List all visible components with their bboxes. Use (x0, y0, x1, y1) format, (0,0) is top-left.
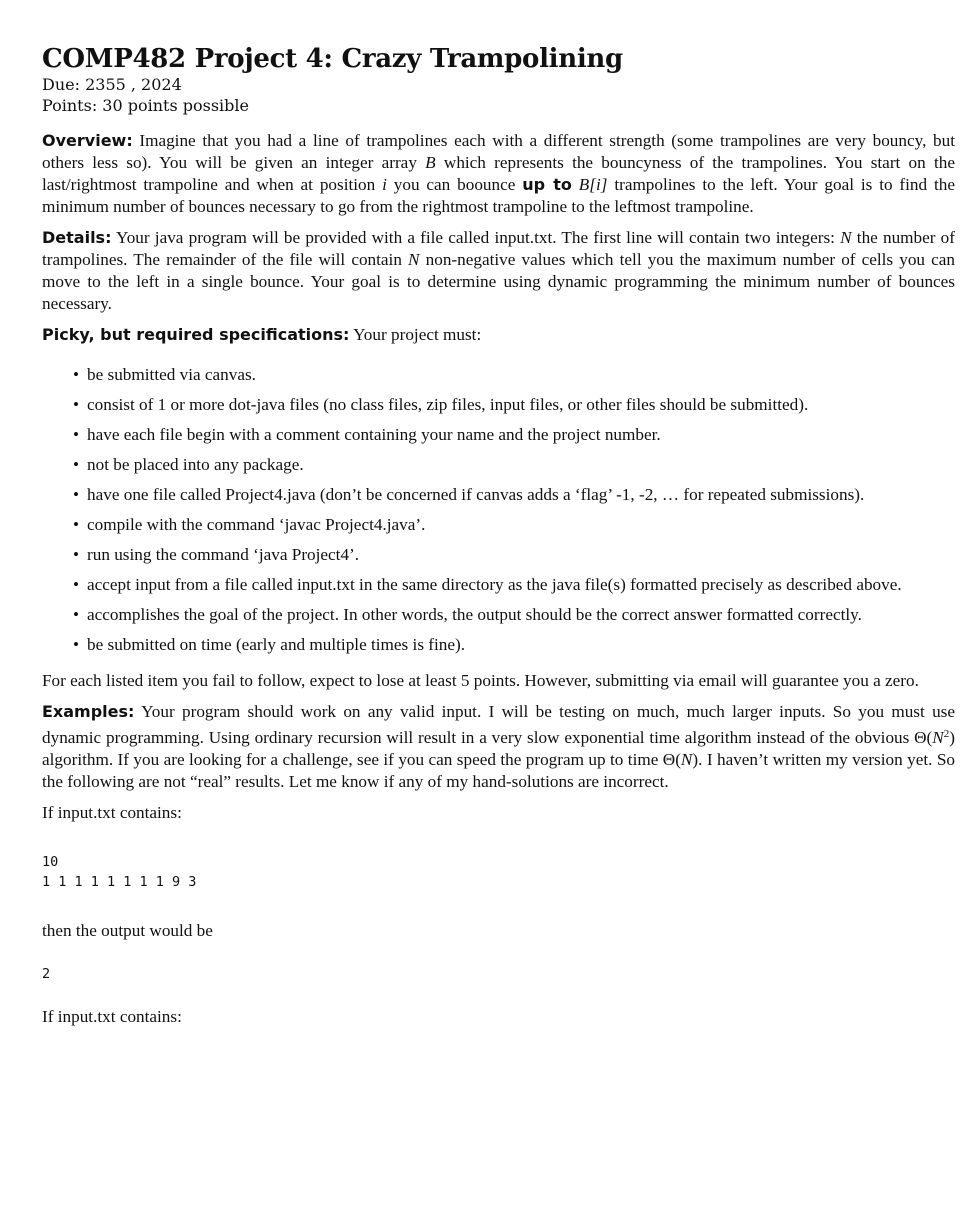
list-item: • compile with the command ‘javac Project4.java’. (72, 515, 426, 534)
due-date: Due: 2355 , 2024 (42, 75, 182, 94)
specs-list (42, 364, 955, 656)
list-item: • run using the command ‘java Project4’. (72, 545, 360, 564)
examples-label: Examples: (42, 702, 135, 721)
example-2-intro: If input.txt contains: (42, 1007, 182, 1026)
details-label: Details: (42, 228, 112, 247)
up-to-emphasis: up to (522, 175, 572, 194)
list-item: • accept input from a file called input.txt in the same directory as the java file(s) formatted precisely as described above. (72, 575, 902, 594)
list-item: • not be placed into any package. (72, 455, 304, 474)
list-item: • accomplishes the goal of the project. In other words, the output should be the correct answer formatted correctly. (72, 605, 862, 624)
example-1-input-line-1: 10 (42, 854, 59, 870)
example-1-intro: If input.txt contains: (42, 803, 182, 822)
list-item: • be submitted on time (early and multiple times is fine). (72, 635, 466, 654)
example-1-output: 2 (42, 966, 51, 982)
list-item: • consist of 1 or more dot-java files (no class files, zip files, input files, or other files should be submitted). (72, 395, 809, 414)
overview-paragraph: Overview: Imagine that you had a line of trampolines each with a different strength (some trampolines are very bouncy, but others less so). You will be given an integer array B which represents the bouncyness of the trampolines. You start on the last/rightmost trampoline and when at position i you can boounce up to B[i] trampolines to the left. Your goal is to find the minimum number of bounces necessary to go from the rightmost trampoline to the leftmost trampoline. (42, 131, 955, 216)
examples-paragraph: Examples: Your program should work on any valid input. I will be testing on much, much larger inputs. So you must use dynamic programming. Using ordinary recursion will result in a very slow exponential time algorithm instead of the obvious $\Theta(N^2)$ algorithm. If you are looking for a challenge, see if you can speed the program up to time Θ(N). I haven’t written my version yet. So the following are not “real” results. Let me know if any of my hand-solutions are incorrect. (42, 702, 955, 791)
points: Points: 30 points possible (42, 96, 249, 115)
list-item: • be submitted via canvas. (72, 365, 256, 384)
specs-label: Picky, but required specifications: (42, 325, 350, 344)
overview-label: Overview: (42, 131, 133, 150)
details-paragraph: Details: Your java program will be provided with a file called input.txt. The first line will contain two integers: N the number of trampolines. The remainder of the file will contain N non-negative values which tell you the maximum number of cells you can move to the left in a single bounce. Your goal is to determine using dynamic programming the minimum number of bounces necessary. (42, 228, 956, 313)
page-title: COMP482 Project 4: Crazy Trampolining (42, 44, 623, 74)
example-1-output-intro: then the output would be (42, 921, 213, 940)
penalty-paragraph: For each listed item you fail to follow, expect to lose at least 5 points. However, submitting via email will guarantee you a zero. (42, 671, 919, 690)
example-1-input-line-2: 1 1 1 1 1 1 1 1 9 3 (42, 874, 197, 890)
list-item: • have one file called Project4.java (don’t be concerned if canvas adds a ‘flag’ -1, -2, … for repeated submissions). (72, 485, 865, 504)
specs-heading: Picky, but required specifications: Your project must: (42, 325, 482, 344)
list-item: • have each file begin with a comment containing your name and the project number. (72, 425, 661, 444)
